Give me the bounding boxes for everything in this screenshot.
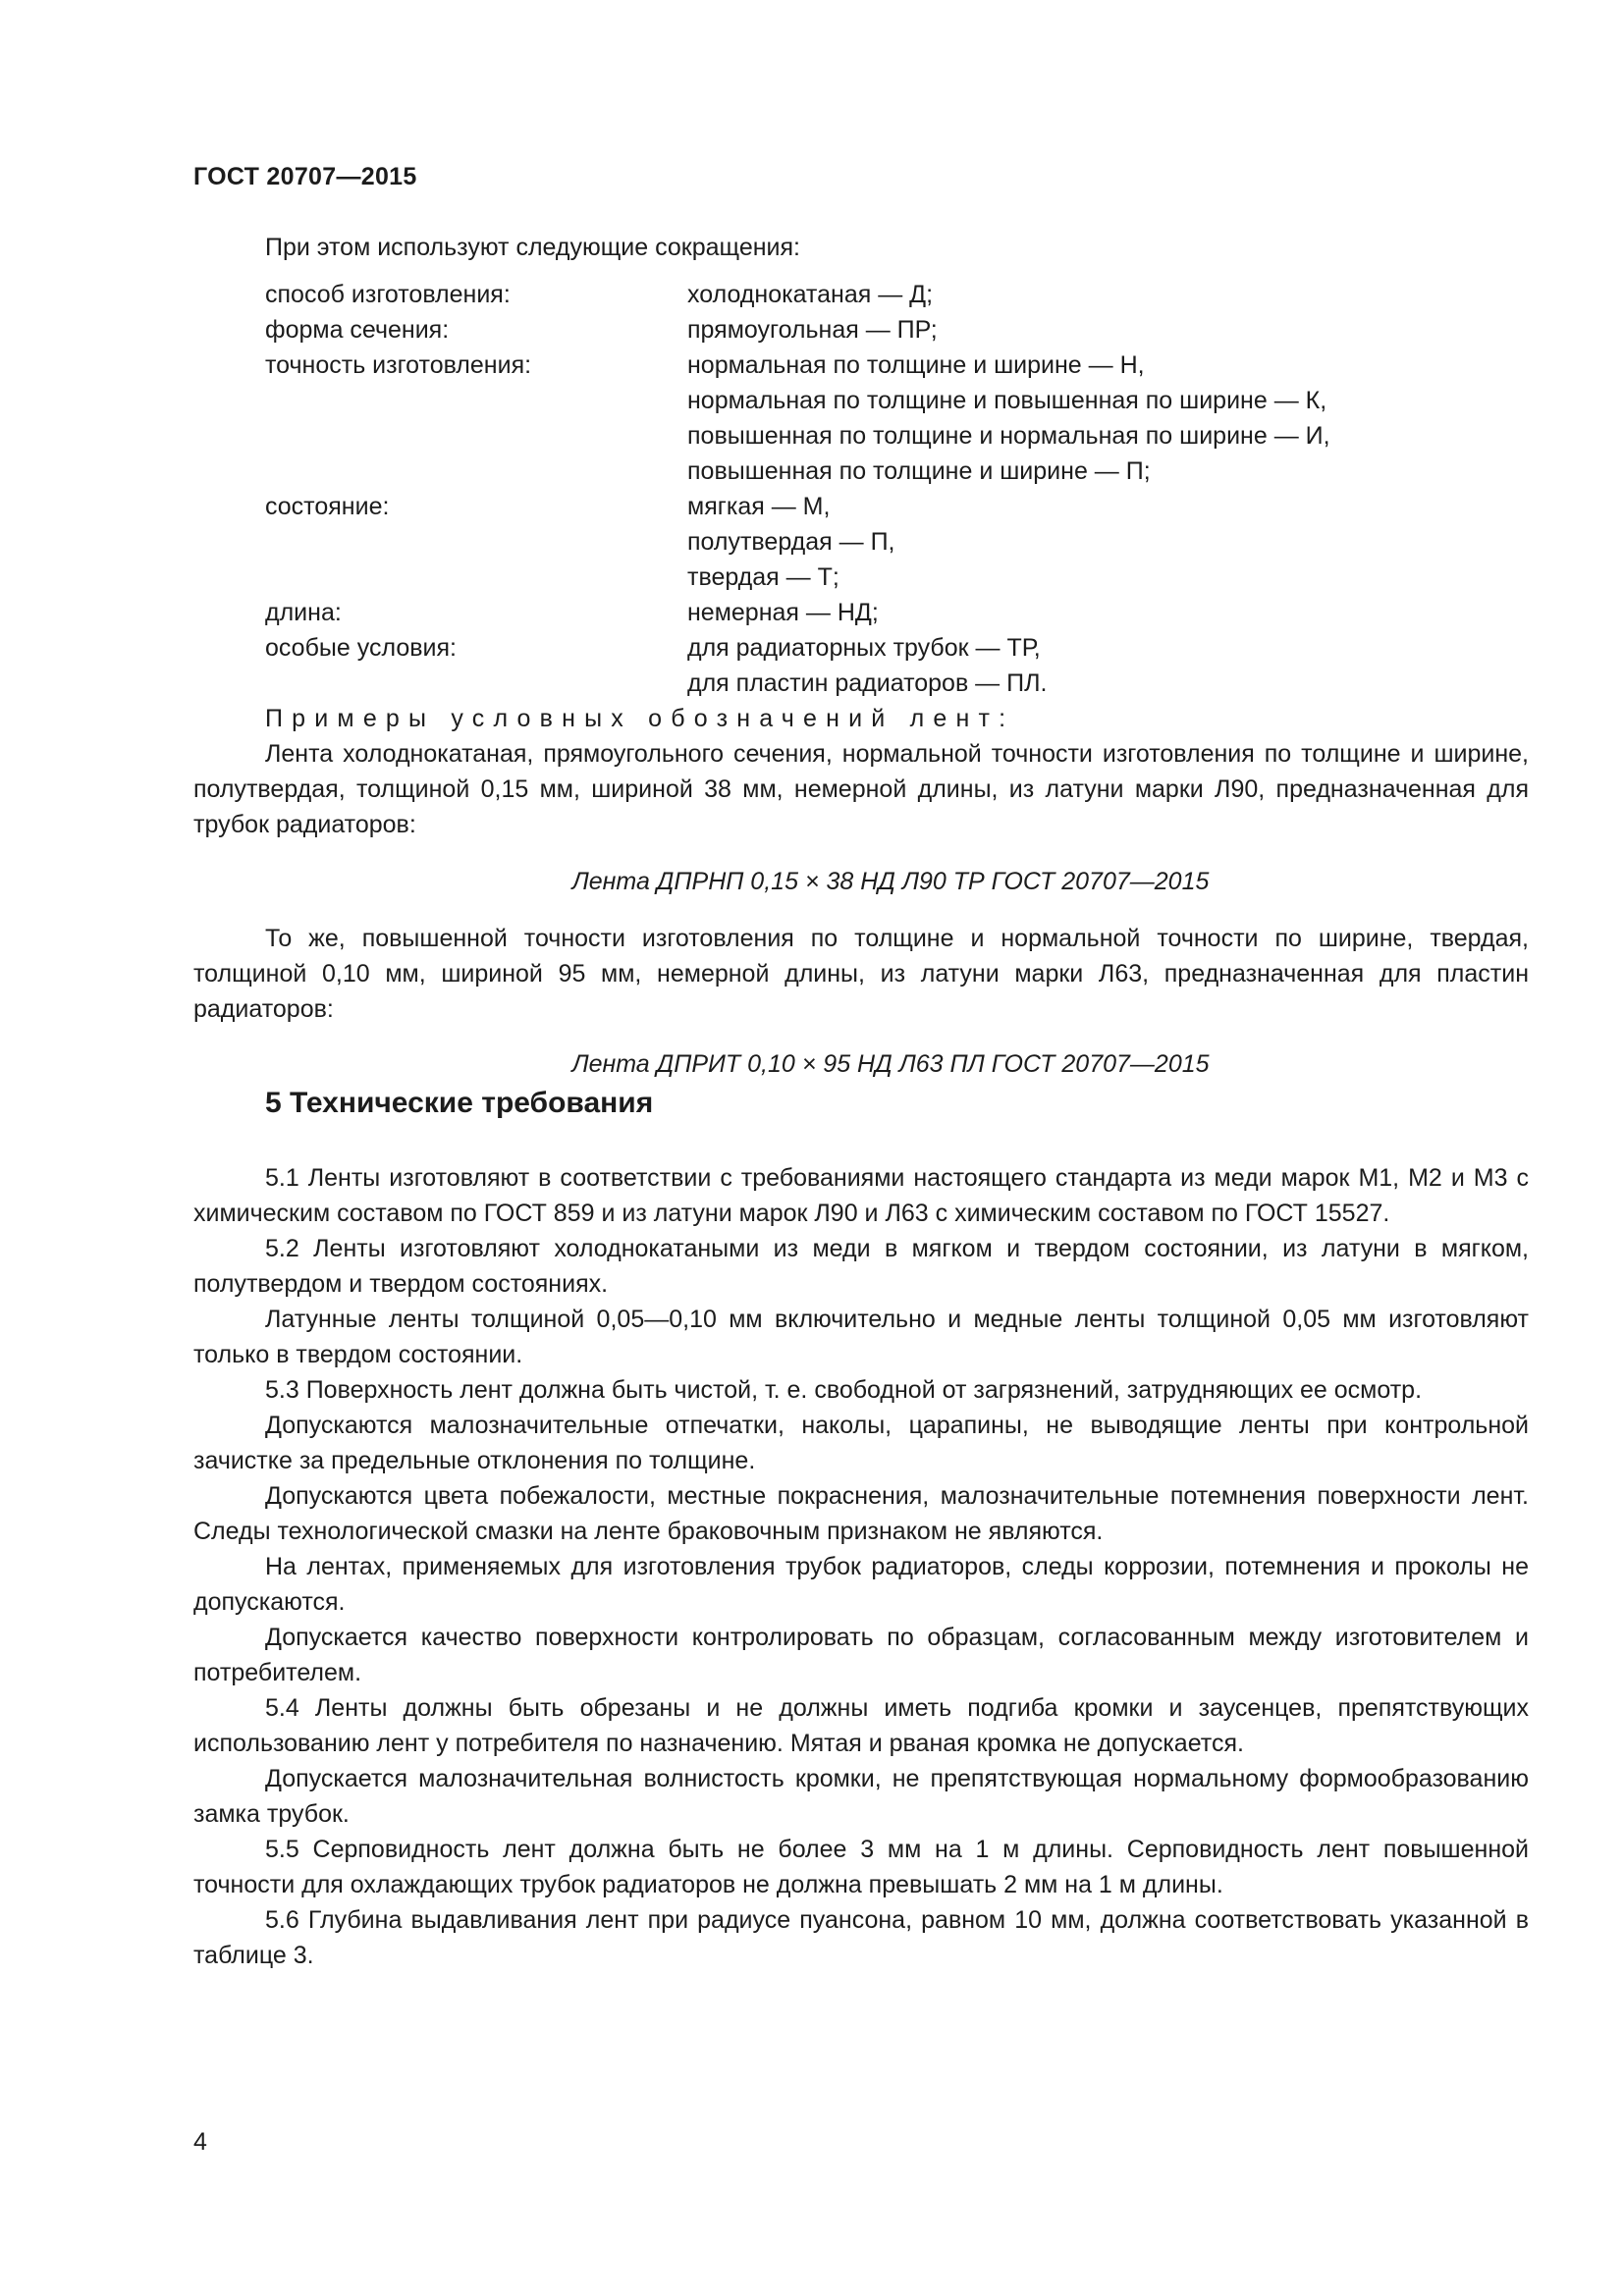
abbreviation-label: длина:	[265, 599, 342, 626]
abbreviation-value: полутвердая — П,	[687, 528, 895, 556]
abbreviation-label: состояние:	[265, 493, 390, 520]
abbreviations-intro: При этом используют следующие сокращения:	[265, 234, 800, 261]
abbreviation-row	[265, 347, 1330, 489]
abbreviation-value: прямоугольная — ПР;	[687, 316, 938, 344]
abbreviations-list	[265, 277, 1330, 701]
abbreviation-value: твердая — Т;	[687, 563, 839, 591]
example-designation: Лента ДПРИТ 0,10 × 95 НД Л63 ПЛ ГОСТ 20707—2015	[571, 1050, 1210, 1078]
abbreviation-label: способ изготовления:	[265, 281, 511, 308]
paragraph-5-4: 5.4 Ленты должны быть обрезаны и не должны иметь подгиба кромки и заусенцев, препятствующих использованию лент у потребителя по назначению. Мятая и рваная кромка не допускается.	[193, 1694, 1529, 1757]
abbreviation-values	[687, 489, 895, 595]
section-body	[193, 1160, 1529, 1973]
paragraph-5-6: 5.6 Глубина выдавливания лент при радиусе пуансона, равном 10 мм, должна соответствовать указанной в таблице 3.	[193, 1906, 1529, 1969]
examples-block	[193, 701, 1529, 1082]
abbreviation-row	[265, 595, 1330, 630]
paragraph-5-1: 5.1 Ленты изготовляют в соответствии с требованиями настоящего стандарта из меди марок М1, М2 и М3 с химическим составом по ГОСТ 859 и из латуни марок Л90 и Л63 с химическим составом по ГОСТ 15527.	[193, 1164, 1529, 1227]
paragraph-5-3: 5.3 Поверхность лент должна быть чистой, т. е. свободной от загрязнений, затрудняющих ее осмотр.	[265, 1376, 1423, 1404]
abbreviation-label: точность изготовления:	[265, 351, 532, 379]
paragraph-5-5: 5.5 Серповидность лент должна быть не более 3 мм на 1 м длины. Серповидность лент повышенной точности для охлаждающих трубок радиаторов не должна превышать 2 мм на 1 м длины.	[193, 1836, 1529, 1898]
abbreviation-values	[687, 312, 938, 347]
abbreviation-label: форма сечения:	[265, 316, 450, 344]
abbreviation-value: для радиаторных трубок — ТР,	[687, 634, 1041, 662]
page-number: 4	[193, 2128, 207, 2156]
abbreviation-row	[265, 489, 1330, 595]
paragraph: Допускается качество поверхности контролировать по образцам, согласованным между изготовителем и потребителем.	[193, 1624, 1529, 1686]
abbreviation-row	[265, 312, 1330, 347]
section-title: 5 Технические требования	[265, 1087, 654, 1119]
abbreviation-value: нормальная по толщине и повышенная по ширине — К,	[687, 387, 1327, 414]
paragraph: На лентах, применяемых для изготовления трубок радиаторов, следы коррозии, потемнения и проколы не допускаются.	[193, 1553, 1529, 1616]
abbreviation-values	[687, 595, 879, 630]
paragraph: Допускается малозначительная волнистость кромки, не препятствующая нормальному формообразованию замка трубок.	[193, 1765, 1529, 1828]
abbreviation-values	[687, 277, 933, 312]
document-header: ГОСТ 20707—2015	[193, 163, 417, 190]
examples-heading-text: Примеры условных обозначений лент:	[265, 705, 1015, 732]
abbreviation-value: мягкая — М,	[687, 493, 831, 520]
abbreviation-value: холоднокатаная — Д;	[687, 281, 934, 308]
abbreviation-value: немерная — НД;	[687, 599, 879, 626]
abbreviation-value: для пластин радиаторов — ПЛ.	[687, 669, 1048, 697]
abbreviation-value: нормальная по толщине и ширине — Н,	[687, 351, 1145, 379]
example-description: То же, повышенной точности изготовления по толщине и нормальной точности по ширине, твердая, толщиной 0,10 мм, шириной 95 мм, немерной длины, из латуни марки Л63, предназначенная для пластин радиаторов:	[193, 925, 1529, 1023]
paragraph: Латунные ленты толщиной 0,05—0,10 мм включительно и медные ленты толщиной 0,05 мм изготовляют только в твердом состоянии.	[193, 1306, 1529, 1368]
paragraph-5-2: 5.2 Ленты изготовляют холоднокатаными из меди в мягком и твердом состоянии, из латуни в мягком, полутвердом и твердом состояниях.	[193, 1235, 1529, 1298]
example-designation: Лента ДПРНП 0,15 × 38 НД Л90 ТР ГОСТ 20707—2015	[571, 868, 1210, 895]
abbreviation-row	[265, 277, 1330, 312]
abbreviation-label: особые условия:	[265, 634, 457, 662]
abbreviation-row	[265, 630, 1330, 701]
abbreviation-value: повышенная по толщине и нормальная по ширине — И,	[687, 422, 1330, 450]
abbreviation-value: повышенная по толщине и ширине — П;	[687, 457, 1151, 485]
abbreviation-values	[687, 630, 1047, 701]
abbreviation-values	[687, 347, 1330, 489]
example-description: Лента холоднокатаная, прямоугольного сечения, нормальной точности изготовления по толщине и ширине, полутвердая, толщиной 0,15 мм, шириной 38 мм, немерной длины, из латуни марки Л90, предназначенная для трубок радиаторов:	[193, 740, 1529, 838]
paragraph: Допускаются цвета побежалости, местные покраснения, малозначительные потемнения поверхности лент. Следы технологической смазки на ленте браковочным признаком не являются.	[193, 1482, 1529, 1545]
examples-heading	[193, 701, 1529, 736]
paragraph: Допускаются малозначительные отпечатки, наколы, царапины, не выводящие ленты при контрольной зачистке за предельные отклонения по толщине.	[193, 1412, 1529, 1474]
